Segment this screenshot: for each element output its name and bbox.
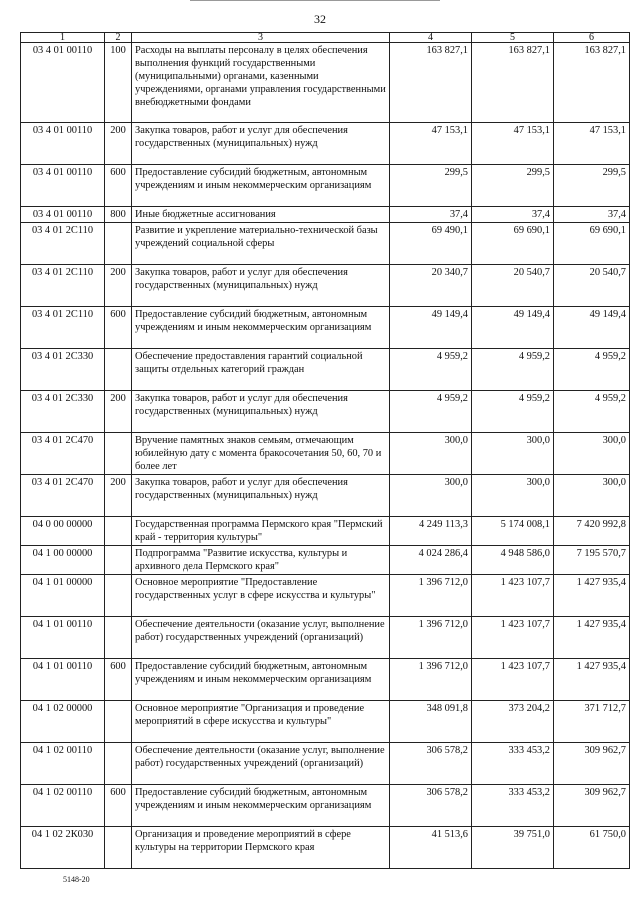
expense-type-cell bbox=[105, 575, 132, 617]
amount-col4-cell: 1 396 712,0 bbox=[390, 617, 472, 659]
expense-type-cell: 200 bbox=[105, 475, 132, 517]
expense-type-cell: 600 bbox=[105, 165, 132, 207]
amount-col5-cell: 333 453,2 bbox=[472, 785, 554, 827]
column-header: 5 bbox=[472, 33, 554, 43]
expense-type-cell bbox=[105, 701, 132, 743]
table-row bbox=[21, 546, 630, 575]
amount-col6-cell: 47 153,1 bbox=[554, 123, 630, 165]
budget-code-cell: 04 1 02 00110 bbox=[21, 785, 105, 827]
amount-col6-cell: 1 427 935,4 bbox=[554, 659, 630, 701]
amount-col6-cell: 299,5 bbox=[554, 165, 630, 207]
description-cell: Государственная программа Пермского края "Пермский край - территория культуры" bbox=[132, 517, 390, 546]
amount-col5-cell: 4 959,2 bbox=[472, 349, 554, 391]
description-cell: Вручение памятных знаков семьям, отмечающим юбилейную дату с момента бракосочетания 50, 60, 70 и более лет bbox=[132, 433, 390, 475]
expense-type-cell bbox=[105, 349, 132, 391]
column-header: 1 bbox=[21, 33, 105, 43]
expense-type-cell: 600 bbox=[105, 659, 132, 701]
budget-code-cell: 03 4 01 2С330 bbox=[21, 349, 105, 391]
expense-type-cell: 200 bbox=[105, 391, 132, 433]
amount-col6-cell: 300,0 bbox=[554, 475, 630, 517]
description-cell: Предоставление субсидий бюджетным, автономным учреждениям и иным некоммерческим организациям bbox=[132, 307, 390, 349]
amount-col6-cell: 163 827,1 bbox=[554, 43, 630, 123]
amount-col5-cell: 69 690,1 bbox=[472, 223, 554, 265]
table-row bbox=[21, 43, 630, 123]
page-number: 32 bbox=[314, 12, 326, 26]
budget-code-cell: 03 4 01 2С330 bbox=[21, 391, 105, 433]
table-row bbox=[21, 827, 630, 869]
amount-col4-cell: 348 091,8 bbox=[390, 701, 472, 743]
amount-col6-cell: 1 427 935,4 bbox=[554, 575, 630, 617]
amount-col5-cell: 5 174 008,1 bbox=[472, 517, 554, 546]
amount-col5-cell: 37,4 bbox=[472, 207, 554, 223]
amount-col5-cell: 163 827,1 bbox=[472, 43, 554, 123]
amount-col4-cell: 47 153,1 bbox=[390, 123, 472, 165]
footer-code: 5148-20 bbox=[63, 875, 90, 884]
amount-col6-cell: 309 962,7 bbox=[554, 743, 630, 785]
description-cell: Обеспечение предоставления гарантий социальной защиты отдельных категорий граждан bbox=[132, 349, 390, 391]
amount-col6-cell: 7 195 570,7 bbox=[554, 546, 630, 575]
amount-col4-cell: 163 827,1 bbox=[390, 43, 472, 123]
table-row bbox=[21, 785, 630, 827]
table-row bbox=[21, 701, 630, 743]
amount-col5-cell: 1 423 107,7 bbox=[472, 617, 554, 659]
budget-code-cell: 03 4 01 00110 bbox=[21, 123, 105, 165]
description-cell: Подпрограмма "Развитие искусства, культуры и архивного дела Пермского края" bbox=[132, 546, 390, 575]
amount-col4-cell: 37,4 bbox=[390, 207, 472, 223]
amount-col5-cell: 373 204,2 bbox=[472, 701, 554, 743]
amount-col4-cell: 4 024 286,4 bbox=[390, 546, 472, 575]
amount-col6-cell: 20 540,7 bbox=[554, 265, 630, 307]
table-row bbox=[21, 475, 630, 517]
amount-col6-cell: 1 427 935,4 bbox=[554, 617, 630, 659]
table-row bbox=[21, 391, 630, 433]
description-cell: Предоставление субсидий бюджетным, автономным учреждениям и иным некоммерческим организациям bbox=[132, 165, 390, 207]
amount-col5-cell: 49 149,4 bbox=[472, 307, 554, 349]
expense-type-cell: 600 bbox=[105, 785, 132, 827]
expense-type-cell: 200 bbox=[105, 123, 132, 165]
table-row bbox=[21, 659, 630, 701]
amount-col5-cell: 39 751,0 bbox=[472, 827, 554, 869]
budget-code-cell: 03 4 01 00110 bbox=[21, 43, 105, 123]
budget-code-cell: 04 1 01 00110 bbox=[21, 659, 105, 701]
amount-col5-cell: 300,0 bbox=[472, 433, 554, 475]
description-cell: Предоставление субсидий бюджетным, автономным учреждениям и иным некоммерческим организациям bbox=[132, 785, 390, 827]
table-row bbox=[21, 165, 630, 207]
expense-type-cell bbox=[105, 433, 132, 475]
budget-code-cell: 03 4 01 2С470 bbox=[21, 475, 105, 517]
amount-col6-cell: 4 959,2 bbox=[554, 391, 630, 433]
column-header: 3 bbox=[132, 33, 390, 43]
budget-code-cell: 03 4 01 2С110 bbox=[21, 307, 105, 349]
budget-table bbox=[20, 32, 630, 869]
description-cell: Закупка товаров, работ и услуг для обеспечения государственных (муниципальных) нужд bbox=[132, 391, 390, 433]
expense-type-cell bbox=[105, 743, 132, 785]
expense-type-cell bbox=[105, 223, 132, 265]
table-row bbox=[21, 265, 630, 307]
amount-col4-cell: 4 249 113,3 bbox=[390, 517, 472, 546]
amount-col5-cell: 4 959,2 bbox=[472, 391, 554, 433]
budget-code-cell: 04 1 01 00000 bbox=[21, 575, 105, 617]
amount-col4-cell: 49 149,4 bbox=[390, 307, 472, 349]
table-row bbox=[21, 123, 630, 165]
amount-col4-cell: 306 578,2 bbox=[390, 785, 472, 827]
amount-col5-cell: 1 423 107,7 bbox=[472, 659, 554, 701]
amount-col4-cell: 1 396 712,0 bbox=[390, 659, 472, 701]
expense-type-cell bbox=[105, 617, 132, 659]
amount-col4-cell: 69 490,1 bbox=[390, 223, 472, 265]
description-cell: Предоставление субсидий бюджетным, автономным учреждениям и иным некоммерческим организациям bbox=[132, 659, 390, 701]
amount-col4-cell: 300,0 bbox=[390, 475, 472, 517]
expense-type-cell bbox=[105, 827, 132, 869]
amount-col6-cell: 69 690,1 bbox=[554, 223, 630, 265]
amount-col5-cell: 300,0 bbox=[472, 475, 554, 517]
amount-col5-cell: 333 453,2 bbox=[472, 743, 554, 785]
description-cell: Основное мероприятие "Организация и проведение мероприятий в сфере искусства и культуры" bbox=[132, 701, 390, 743]
amount-col4-cell: 20 340,7 bbox=[390, 265, 472, 307]
budget-code-cell: 03 4 01 2С110 bbox=[21, 223, 105, 265]
budget-code-cell: 04 0 00 00000 bbox=[21, 517, 105, 546]
amount-col5-cell: 20 540,7 bbox=[472, 265, 554, 307]
table-row bbox=[21, 575, 630, 617]
budget-code-cell: 03 4 01 2С110 bbox=[21, 265, 105, 307]
budget-code-cell: 04 1 00 00000 bbox=[21, 546, 105, 575]
amount-col4-cell: 4 959,2 bbox=[390, 349, 472, 391]
table-row bbox=[21, 433, 630, 475]
amount-col4-cell: 41 513,6 bbox=[390, 827, 472, 869]
budget-code-cell: 04 1 02 2К030 bbox=[21, 827, 105, 869]
budget-code-cell: 04 1 01 00110 bbox=[21, 617, 105, 659]
amount-col5-cell: 1 423 107,7 bbox=[472, 575, 554, 617]
table-row bbox=[21, 349, 630, 391]
amount-col6-cell: 309 962,7 bbox=[554, 785, 630, 827]
amount-col5-cell: 4 948 586,0 bbox=[472, 546, 554, 575]
amount-col5-cell: 299,5 bbox=[472, 165, 554, 207]
description-cell: Иные бюджетные ассигнования bbox=[132, 207, 390, 223]
description-cell: Развитие и укрепление материально-технической базы учреждений социальной сферы bbox=[132, 223, 390, 265]
amount-col4-cell: 306 578,2 bbox=[390, 743, 472, 785]
table-row bbox=[21, 617, 630, 659]
amount-col6-cell: 49 149,4 bbox=[554, 307, 630, 349]
amount-col6-cell: 37,4 bbox=[554, 207, 630, 223]
amount-col5-cell: 47 153,1 bbox=[472, 123, 554, 165]
table-row bbox=[21, 743, 630, 785]
table-row bbox=[21, 517, 630, 546]
column-header: 2 bbox=[105, 33, 132, 43]
amount-col6-cell: 371 712,7 bbox=[554, 701, 630, 743]
table-row bbox=[21, 207, 630, 223]
expense-type-cell bbox=[105, 546, 132, 575]
column-header: 4 bbox=[390, 33, 472, 43]
description-cell: Организация и проведение мероприятий в сфере культуры на территории Пермского края bbox=[132, 827, 390, 869]
description-cell: Обеспечение деятельности (оказание услуг, выполнение работ) государственных учреждений (организаций) bbox=[132, 617, 390, 659]
budget-code-cell: 03 4 01 2С470 bbox=[21, 433, 105, 475]
budget-code-cell: 04 1 02 00110 bbox=[21, 743, 105, 785]
amount-col6-cell: 4 959,2 bbox=[554, 349, 630, 391]
table-row bbox=[21, 307, 630, 349]
amount-col4-cell: 299,5 bbox=[390, 165, 472, 207]
budget-code-cell: 03 4 01 00110 bbox=[21, 207, 105, 223]
amount-col4-cell: 300,0 bbox=[390, 433, 472, 475]
expense-type-cell: 600 bbox=[105, 307, 132, 349]
expense-type-cell: 100 bbox=[105, 43, 132, 123]
amount-col4-cell: 4 959,2 bbox=[390, 391, 472, 433]
scan-artifact-line bbox=[190, 0, 440, 1]
description-cell: Закупка товаров, работ и услуг для обеспечения государственных (муниципальных) нужд bbox=[132, 123, 390, 165]
description-cell: Основное мероприятие "Предоставление государственных услуг в сфере искусства и культуры" bbox=[132, 575, 390, 617]
expense-type-cell: 200 bbox=[105, 265, 132, 307]
budget-code-cell: 04 1 02 00000 bbox=[21, 701, 105, 743]
amount-col6-cell: 300,0 bbox=[554, 433, 630, 475]
expense-type-cell bbox=[105, 517, 132, 546]
table-row bbox=[21, 223, 630, 265]
description-cell: Обеспечение деятельности (оказание услуг, выполнение работ) государственных учреждений (организаций) bbox=[132, 743, 390, 785]
table-header-row bbox=[21, 33, 630, 43]
budget-code-cell: 03 4 01 00110 bbox=[21, 165, 105, 207]
description-cell: Закупка товаров, работ и услуг для обеспечения государственных (муниципальных) нужд bbox=[132, 475, 390, 517]
amount-col6-cell: 7 420 992,8 bbox=[554, 517, 630, 546]
amount-col6-cell: 61 750,0 bbox=[554, 827, 630, 869]
description-cell: Расходы на выплаты персоналу в целях обеспечения выполнения функций государственными (муниципальными) органами, казенными учреждениями, органами управления государственными внебюджетными фондами bbox=[132, 43, 390, 123]
description-cell: Закупка товаров, работ и услуг для обеспечения государственных (муниципальных) нужд bbox=[132, 265, 390, 307]
expense-type-cell: 800 bbox=[105, 207, 132, 223]
column-header: 6 bbox=[554, 33, 630, 43]
amount-col4-cell: 1 396 712,0 bbox=[390, 575, 472, 617]
